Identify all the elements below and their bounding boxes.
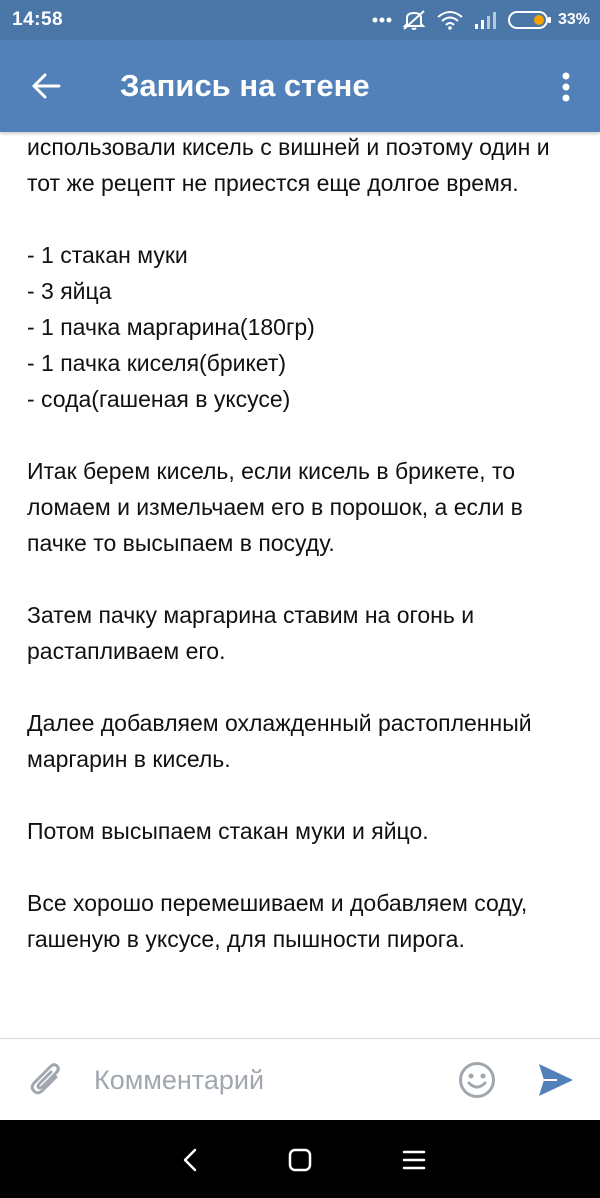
step-paragraph: Итак берем кисель, если кисель в брикете, то ломаем и измельчаем его в порошок, а если в пачке то высыпаем в посуду. (27, 458, 523, 556)
ingredients-list (27, 237, 587, 417)
back-button[interactable] (18, 60, 74, 112)
dots-icon (372, 17, 392, 23)
step-paragraph: Затем пачку маргарина ставим на огонь и растапливаем его. (27, 602, 475, 664)
comment-input[interactable] (94, 1059, 434, 1101)
attach-button[interactable] (26, 1059, 68, 1101)
more-vertical-icon (562, 72, 570, 102)
ingredient-item: - 1 стакан муки (27, 242, 188, 268)
ingredient-item: - 1 пачка маргарина(180гр) (27, 314, 315, 340)
nav-back-button[interactable] (172, 1142, 208, 1178)
post-content (0, 132, 600, 1038)
more-button[interactable] (550, 62, 582, 112)
status-time: 14:58 (12, 9, 64, 30)
nav-menu-icon (402, 1149, 426, 1171)
ingredient-item: - 3 яйца (27, 278, 112, 304)
send-button[interactable] (534, 1059, 578, 1101)
page-title: Запись на стене (120, 68, 370, 103)
mute-icon (402, 9, 426, 31)
signal-icon (474, 11, 498, 29)
wifi-icon (436, 10, 464, 30)
nav-menu-button[interactable] (396, 1142, 432, 1178)
paperclip-icon (29, 1061, 65, 1099)
smiley-icon (458, 1061, 496, 1099)
toolbar (0, 40, 600, 132)
step-paragraph: Далее добавляем охлажденный растопленный маргарин в кисель. (27, 710, 532, 772)
emoji-button[interactable] (456, 1059, 498, 1101)
post-text (27, 93, 587, 993)
battery-icon (508, 10, 552, 30)
arrow-left-icon (31, 73, 61, 99)
nav-home-button[interactable] (282, 1142, 318, 1178)
step-paragraph: Потом высыпаем стакан муки и яйцо. (27, 818, 429, 844)
status-icons (362, 8, 590, 32)
system-nav-bar (0, 1120, 600, 1198)
step-paragraph: Все хорошо перемешиваем и добавляем соду, гашеную в уксусе, для пышности пирога. (27, 890, 528, 952)
ingredient-item: - сода(гашеная в уксусе) (27, 386, 291, 412)
nav-back-icon (181, 1147, 199, 1173)
post-paragraph-intro: использовали кисель с вишней и поэтому один и тот же рецепт не приестся еще долгое время. (27, 93, 587, 201)
status-bar (0, 0, 600, 40)
battery-percent: 33% (557, 11, 590, 28)
ingredient-item: - 1 пачка киселя(брикет) (27, 350, 287, 376)
nav-home-icon (288, 1148, 312, 1172)
send-icon (537, 1062, 575, 1098)
comment-bar (0, 1038, 600, 1121)
